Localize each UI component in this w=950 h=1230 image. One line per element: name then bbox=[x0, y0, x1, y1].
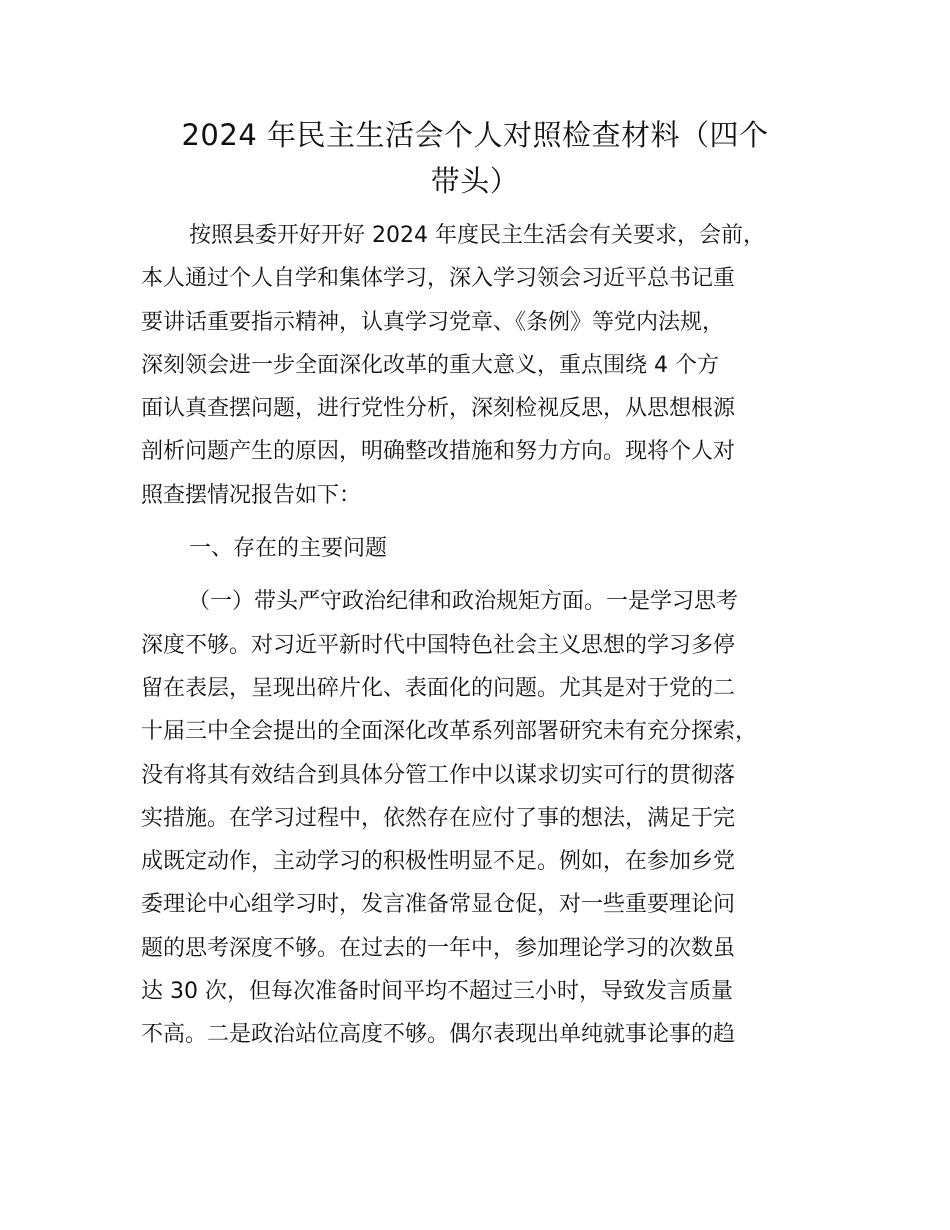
text-line: 本人通过个人自学和集体学习，深入学习领会习近平总书记重 bbox=[141, 266, 736, 292]
section-paragraph bbox=[141, 580, 841, 1056]
text-line: 委理论中心组学习时，发言准备常显仓促，对一些重要理论问 bbox=[141, 892, 736, 918]
text-line: 十届三中全会提出的全面深化改革系列部署研究未有充分探索， bbox=[141, 719, 758, 745]
document-body bbox=[141, 214, 841, 1057]
text-line: 不高。二是政治站位高度不够。偶尔表现出单纯就事论事的趋 bbox=[141, 1022, 736, 1048]
section-heading: 一、存在的主要问题 bbox=[189, 536, 388, 562]
text-line: 题的思考深度不够。在过去的一年中，参加理论学习的次数虽 bbox=[141, 935, 736, 961]
text-line: 面认真查摆问题，进行党性分析，深刻检视反思，从思想根源 bbox=[141, 396, 736, 422]
text-line: （一）带头严守政治纪律和政治规矩方面。一是学习思考 bbox=[188, 589, 739, 615]
intro-paragraph bbox=[141, 214, 841, 517]
text-line: 达 30 次，但每次准备时间平均不超过三小时，导致发言质量 bbox=[141, 979, 733, 1005]
text-line: 成既定动作，主动学习的积极性明显不足。例如，在参加乡党 bbox=[141, 849, 736, 875]
title-line: 带头） bbox=[430, 164, 520, 198]
text-line: 深刻领会进一步全面深化改革的重大意义，重点围绕 4 个方 bbox=[141, 352, 719, 378]
text-line: 没有将其有效结合到具体分管工作中以谋求切实可行的贯彻落 bbox=[141, 762, 736, 788]
text-line: 深度不够。对习近平新时代中国特色社会主义思想的学习多停 bbox=[141, 632, 736, 658]
paragraph-gap bbox=[141, 517, 841, 527]
paragraph-gap bbox=[141, 570, 841, 580]
text-line: 照查摆情况报告如下： bbox=[141, 482, 362, 508]
title-line: 2024 年民主生活会个人对照检查材料（四个 bbox=[181, 118, 769, 152]
text-line: 实措施。在学习过程中，依然存在应付了事的想法，满足于完 bbox=[141, 805, 736, 831]
document-title bbox=[120, 112, 830, 204]
text-line: 留在表层，呈现出碎片化、表面化的问题。尤其是对于党的二 bbox=[141, 675, 736, 701]
text-line: 剖析问题产生的原因，明确整改措施和努力方向。现将个人对 bbox=[141, 439, 736, 465]
text-line: 按照县委开好开好 2024 年度民主生活会有关要求，会前， bbox=[189, 223, 765, 248]
text-line: 要讲话重要指示精神，认真学习党章、《条例》等党内法规， bbox=[141, 309, 725, 335]
